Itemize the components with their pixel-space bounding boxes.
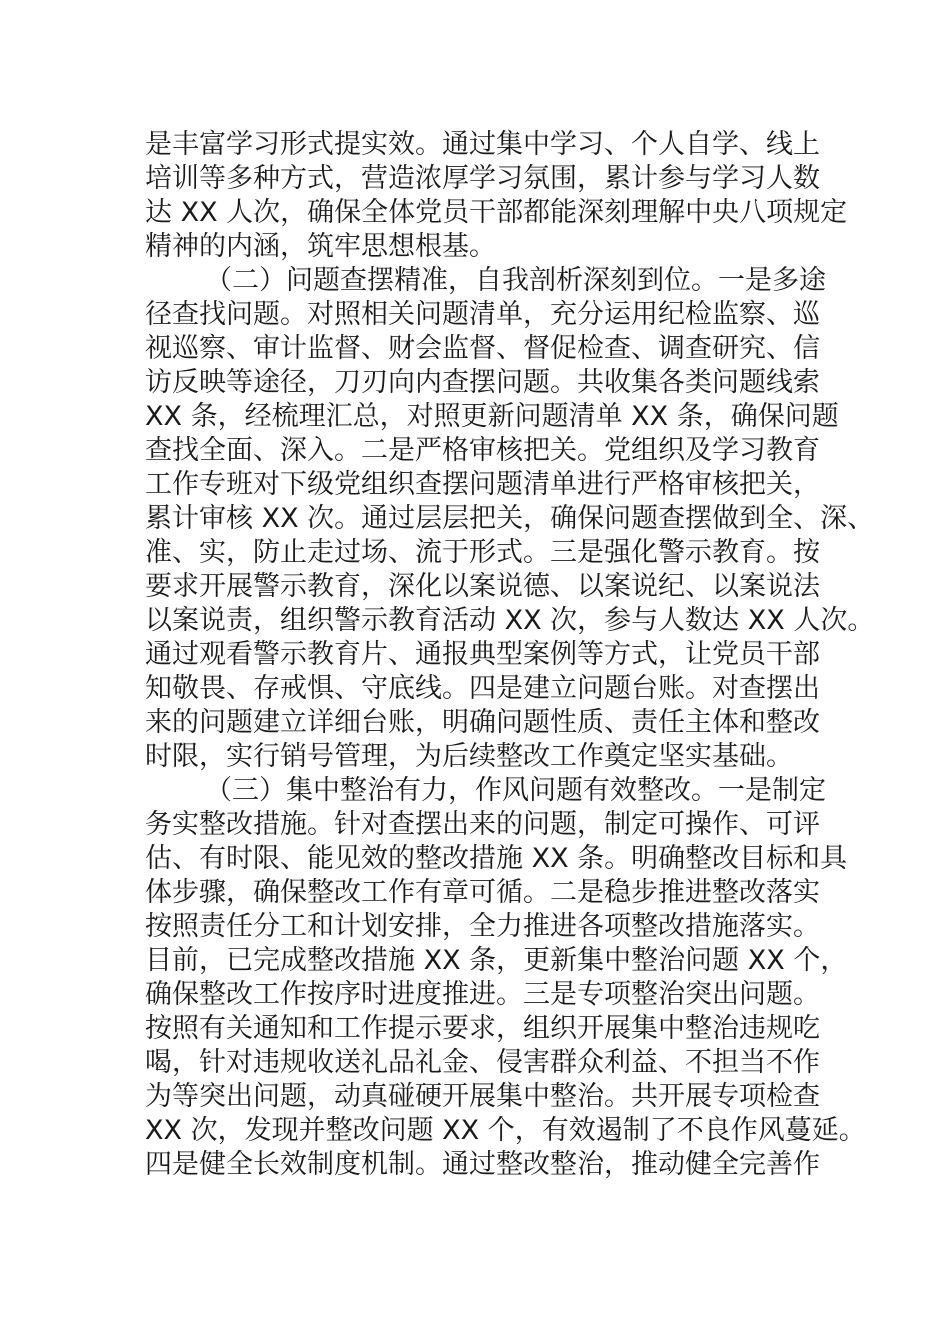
text-line: 要求开展警示教育，深化以案说德、以案说纪、以案说法 [145,571,820,602]
text-line: XX 次，发现并整改问题 XX 个，有效遏制了不良作风蔓延。 [145,1115,866,1146]
text-line: 务实整改措施。针对查摆出来的问题，制定可操作、可评 [145,809,820,840]
text-line: 以案说责，组织警示教育活动 XX 次，参与人数达 XX 人次。 [145,605,875,636]
text-line: 为等突出问题，动真碰硬开展集中整治。共开展专项检查 [145,1081,820,1112]
text-line: 按照责任分工和计划安排，全力推进各项整改措施落实。 [145,911,820,942]
text-line: 访反映等途径，刀刃向内查摆问题。共收集各类问题线索 [145,367,820,398]
text-line: 体步骤，确保整改工作有章可循。二是稳步推进整改落实 [145,877,820,908]
text-line: 来的问题建立详细台账，明确问题性质、责任主体和整改 [145,707,820,738]
text-line: 是丰富学习形式提实效。通过集中学习、个人自学、线上 [145,129,820,160]
text-line: 四是健全长效制度机制。通过整改整治，推动健全完善作 [145,1149,820,1180]
text-line: 按照有关通知和工作提示要求，组织开展集中整治违规吃 [145,1013,820,1044]
text-line: 径查找问题。对照相关问题清单，充分运用纪检监察、巡 [145,299,820,330]
text-line: 通过观看警示教育片、通报典型案例等方式，让党员干部 [145,639,820,670]
text-line: 知敬畏、存戒惧、守底线。四是建立问题台账。对查摆出 [145,673,820,704]
text-line: 培训等多种方式，营造浓厚学习氛围，累计参与学习人数 [145,163,820,194]
text-line: 时限，实行销号管理，为后续整改工作奠定坚实基础。 [145,741,793,772]
paragraph-p3 [145,774,866,1182]
text-line: 查找全面、深入。二是严格审核把关。党组织及学习教育 [145,435,820,466]
text-line: 目前，已完成整改措施 XX 条，更新集中整治问题 XX 个， [145,945,848,976]
text-line: 确保整改工作按序时进度推进。三是专项整治突出问题。 [145,979,820,1010]
document-body [145,128,875,1182]
text-line: XX 条，经梳理汇总，对照更新问题清单 XX 条，确保问题 [145,401,839,432]
paragraph-p1 [145,128,848,264]
text-line: （三）集中整治有力，作风问题有效整改。一是制定 [205,775,826,806]
text-line: 准、实，防止走过场、流于形式。三是强化警示教育。按 [145,537,820,568]
text-line: 累计审核 XX 次。通过层层把关，确保问题查摆做到全、深、 [145,503,875,534]
text-line: 工作专班对下级党组织查摆问题清单进行严格审核把关， [145,469,820,500]
text-line: 精神的内涵，筑牢思想根基。 [145,231,496,262]
text-line: 达 XX 人次，确保全体党员干部都能深刻理解中央八项规定 [145,197,848,228]
text-line: （二）问题查摆精准，自我剖析深刻到位。一是多途 [205,265,826,296]
text-line: 喝，针对违规收送礼品礼金、侵害群众利益、不担当不作 [145,1047,820,1078]
paragraph-p2 [145,264,875,774]
text-line: 估、有时限、能见效的整改措施 XX 条。明确整改目标和具 [145,843,848,874]
text-line: 视巡察、审计监督、财会监督、督促检查、调查研究、信 [145,333,820,364]
